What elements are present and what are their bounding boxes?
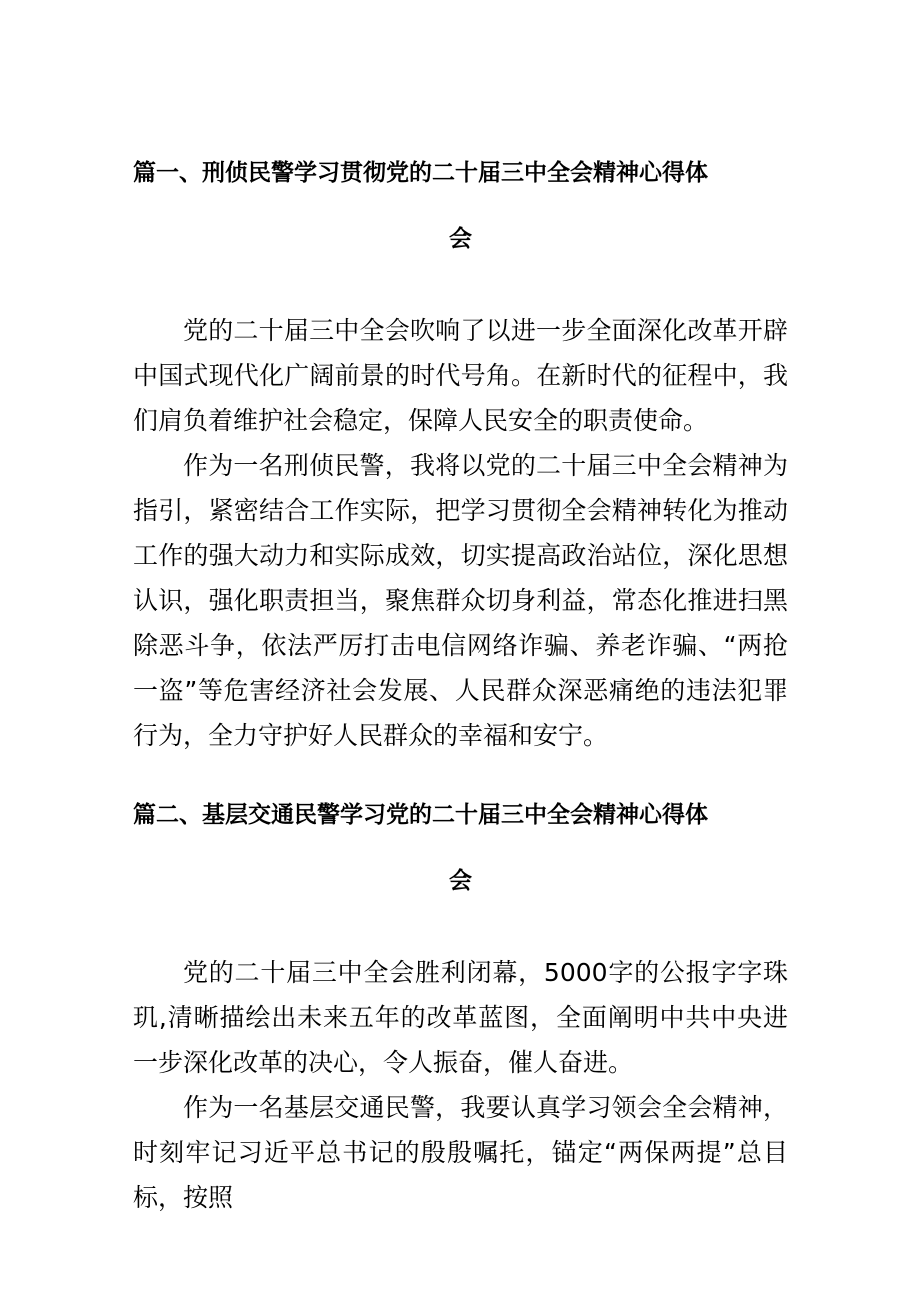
section-2-paragraph-1: 党的二十届三中全会胜利闭幕，5000字的公报字字珠玑,清晰描绘出未来五年的改革蓝图，全面阐明中共中央进一步深化改革的决心，令人振奋，催人奋进。	[133, 958, 788, 1077]
section-1-paragraph-1: 党的二十届三中全会吹响了以进一步全面深化改革开辟中国式现代化广阔前景的时代号角。在新时代的征程中，我们肩负着维护社会稳定，保障人民安全的职责使命。	[133, 316, 788, 435]
section-2-heading	[133, 782, 788, 914]
section-2-paragraph-2: 作为一名基层交通民警，我要认真学习领会全会精神，时刻牢记习近平总书记的殷殷嘱托，锚定“两保两提”总目标，按照	[133, 1093, 788, 1212]
section-1-heading-line1: 篇一、刑侦民警学习贯彻党的二十届三中全会精神心得体	[133, 160, 708, 186]
section-1-paragraph-2: 作为一名刑侦民警，我将以党的二十届三中全会精神为指引，紧密结合工作实际，把学习贯彻全会精神转化为推动工作的强大动力和实际成效，切实提高政治站位，深化思想认识，强化职责担当，聚焦群众切身利益，常态化推进扫黑除恶斗争，依法严厉打击电信网络诈骗、养老诈骗、“两抢一盗”等危害经济社会发展、人民群众深恶痛绝的违法犯罪行为，全力守护好人民群众的幸福和安宁。	[133, 451, 788, 750]
section-1-heading-line2: 会	[449, 226, 472, 252]
section-2-heading-line2: 会	[449, 868, 472, 894]
section-1-heading	[133, 140, 788, 272]
section-2-heading-line1: 篇二、基层交通民警学习党的二十届三中全会精神心得体	[133, 802, 708, 828]
